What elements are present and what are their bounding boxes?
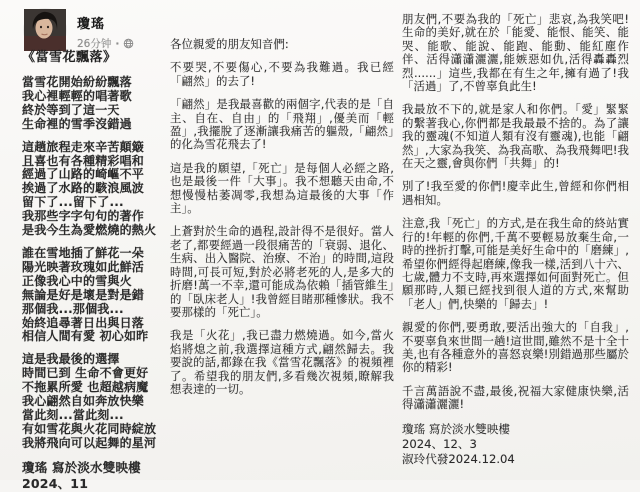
- text-line: 不拖累所愛 也超越病魔: [22, 380, 149, 395]
- letter-paragraph: 別了!我至愛的你們!慶幸此生,曾經和你們相遇相知。: [402, 179, 629, 207]
- text-line: 生命裡的雪季沒錯過: [22, 116, 132, 131]
- letter-paragraph: 親愛的你們,要勇敢,要活出強大的「自我」,不要辜負來世間一趟!這世間,雖然不是十全十美,也有各種意外的喜怒哀樂!別錯過那些屬於你的精彩!: [402, 320, 629, 375]
- letter-paragraph: 朋友們,不要為我的「死亡」悲哀,為我笑吧!生命的美好,就在於「能愛、能恨、能笑、能哭、能歌、能說、能跑、能動、能紅塵作伴、活得瀟瀟灑灑,能嫉惡如仇,活得轟轟烈烈......」這些,我都在有生之年,擁有過了!我「活過」了,不曾辜負此生!: [402, 12, 629, 94]
- letter-paragraph: 上蒼對於生命的過程,設計得不是很好。當人老了,都要經過一段很痛苦的「衰弱、退化、生病、出入醫院、治療、不治」的時間,這段時間,可長可短,對於必將老死的人,是多大的折磨!萬一不幸,還可能成為依賴「插管維生」的「臥床老人」!我曾經目睹那種慘狀。我不要那樣的「死亡」。: [170, 224, 394, 319]
- letter-paragraph: 「翩然」是我最喜歡的兩個字,代表的是「自主、自在、自由」的「飛翔」,優美而「輕盈」,我擺脫了逐漸讓我痛苦的軀殼,「翩然」的化為雪花飛去了!: [170, 97, 394, 152]
- text-line: 當雪花開始紛紛飄落: [22, 75, 132, 89]
- poem-stanza: [22, 76, 174, 132]
- letter-paragraphs-2: [402, 13, 629, 412]
- letter-column-1[interactable]: [170, 38, 394, 406]
- letter-paragraphs-1: [170, 61, 394, 396]
- letter-column-2[interactable]: [402, 13, 629, 467]
- text-line: 誰在雪地插了鮮花一朵: [22, 245, 145, 260]
- text-line: 留下了...留下了...: [22, 195, 124, 210]
- post-timestamp[interactable]: 26分钟: [77, 38, 112, 50]
- poem-stanza: [22, 353, 174, 450]
- avatar-portrait-icon: [24, 9, 66, 51]
- letter-salutation: 各位親愛的朋友知音們:: [170, 37, 289, 51]
- text-line: 終於等到了這一天: [22, 102, 120, 117]
- text-line: 我心裡輕輕的唱著歌: [22, 88, 132, 103]
- letter-paragraph: 這是我的願望,「死亡」是每個人必經之路,也是最後一件「大事」。我不想聽天由命,不想慢慢枯萎凋零,我想為這最後的大事「作主」。: [170, 160, 394, 216]
- text-line: 我那些字字句句的著作: [22, 209, 145, 224]
- text-line: 經過了山路的崎嶇不平: [22, 167, 145, 182]
- poem-column[interactable]: [22, 46, 174, 492]
- text-line: 我心翩然自如奔放快樂: [22, 394, 145, 409]
- text-line: 瓊瑤 寫於淡水雙映樓: [22, 459, 141, 475]
- letter-paragraph: 我是「火花」,我已盡力燃燒過。如今,當火焰將熄之前,我選擇這種方式,翩然歸去。我要說的話,都錄在我《當雪花飄落》的視頻裡了。希望我的朋友們,多看幾次視頻,瞭解我想表達的一切。: [170, 328, 394, 396]
- post-header: [24, 9, 134, 51]
- author-name[interactable]: 瓊瑤: [77, 17, 106, 32]
- text-line: 這是我最後的選擇: [22, 352, 120, 367]
- text-line: 我將飛向可以起舞的星河: [22, 435, 157, 450]
- text-line: 無論是好是壞是對是錯: [22, 287, 145, 302]
- poem-stanzas: [22, 76, 174, 451]
- poem-stanza: [22, 141, 174, 238]
- header-meta: [77, 9, 134, 51]
- text-line: 相信人間有愛 初心如昨: [22, 329, 149, 344]
- letter-paragraph: 注意,我「死亡」的方式,是在我生命的終站實行的!年輕的你們,千萬不要輕易放棄生命,一時的挫折打擊,可能是美好生命中的「磨練」,希望你們經得起磨練,像我一樣,活到八十六、七歲,體力不支時,再來選擇如何面對死亡。但願那時,人類已經找到很人道的方式,來幫助「老人」們,快樂的「歸去」!: [402, 216, 629, 311]
- letter-paragraph: 我最放不下的,就是家人和你們。「愛」緊緊的繫著我心,你們都是我最最不捨的。為了讓我的靈魂(不知道人類有沒有靈魂),也能「翩然」,大家為我笑、為我高歌、為我飛舞吧!我在天之靈,會與你們「共舞」的!: [402, 102, 629, 171]
- text-line: 2024、12、3: [402, 436, 477, 451]
- text-line: 是我今生為愛燃燒的熱火: [22, 223, 157, 238]
- text-line: 始終追尋著日出與日落: [22, 315, 145, 330]
- letter-signature: [402, 422, 629, 467]
- text-line: 那個我...那個我...: [22, 301, 124, 316]
- text-line: 時間已到 生命不會更好: [22, 366, 149, 381]
- text-line: 淑玲代發2024.12.04: [402, 451, 515, 466]
- text-line: 2024、11: [22, 475, 89, 491]
- meta-separator: ·: [115, 37, 120, 50]
- text-line: 有如雪花與火花同時綻放: [22, 421, 157, 436]
- text-line: 這趟旅程走來辛苦顛簸: [22, 139, 145, 154]
- text-line: 陽光映著玫瑰如此鮮活: [22, 259, 145, 274]
- author-avatar[interactable]: [24, 9, 66, 51]
- text-line: 瓊瑤 寫於淡水雙映樓: [402, 421, 511, 436]
- letter-paragraph: 千言萬語說不盡,最後,祝福大家健康快樂,活得瀟瀟灑灑!: [402, 383, 629, 412]
- text-line: 正像我心中的雪與火: [22, 273, 132, 288]
- letter-paragraph: 不要哭,不要傷心,不要為我難過。我已經「翩然」的去了!: [170, 60, 394, 88]
- text-line: 且喜也有各種精彩唱和: [22, 153, 145, 168]
- poem-title: 《當雪花飄落》: [22, 50, 117, 65]
- text-line: 挨過了水路的駭浪風波: [22, 181, 145, 196]
- poem-stanza: [22, 247, 174, 344]
- text-line: 當此刻...當此刻...: [22, 407, 124, 422]
- poem-signature: [22, 460, 174, 492]
